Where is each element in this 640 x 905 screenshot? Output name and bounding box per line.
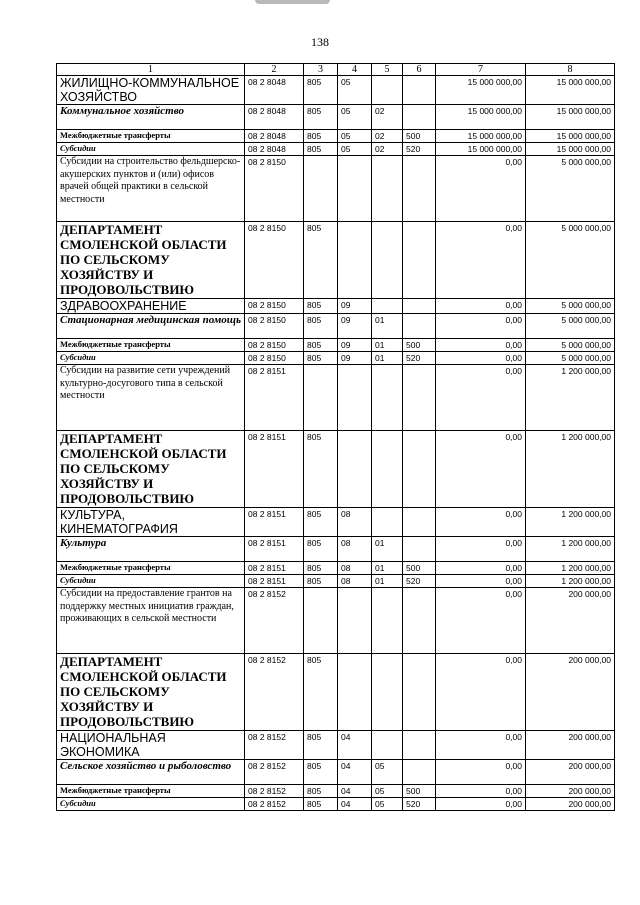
amount-year-1-cell: 0,00: [436, 156, 526, 222]
amount-year-2-cell: 15 000 000,00: [526, 76, 615, 105]
row-name-cell: ЖИЛИЩНО-КОММУНАЛЬНОЕ ХОЗЯЙСТВО: [57, 76, 245, 105]
table-row: [57, 76, 615, 105]
section-code-cell: 05: [338, 105, 372, 130]
target-article-cell: 08 2 8151: [245, 431, 304, 508]
target-article-cell: 08 2 8048: [245, 76, 304, 105]
target-article-cell: 08 2 8152: [245, 785, 304, 798]
section-code-cell: [338, 222, 372, 299]
column-header: 2: [245, 64, 304, 76]
row-name-cell: Культура: [57, 537, 245, 562]
target-article-cell: 08 2 8150: [245, 156, 304, 222]
table-header-row: [57, 64, 615, 76]
amount-year-2-cell: 1 200 000,00: [526, 575, 615, 588]
subsection-code-cell: 01: [372, 575, 403, 588]
row-name-cell: Субсидии на строительство фельдшерско-акушерских пунктов и (или) офисов врачей общей практики в сельской местности: [57, 156, 245, 222]
table-row: [57, 431, 615, 508]
amount-year-2-cell: 15 000 000,00: [526, 130, 615, 143]
amount-year-1-cell: 0,00: [436, 654, 526, 731]
section-code-cell: 09: [338, 299, 372, 314]
expense-type-cell: [403, 105, 436, 130]
row-name-cell: Субсидии: [57, 575, 245, 588]
table-row: [57, 562, 615, 575]
target-article-cell: 08 2 8151: [245, 508, 304, 537]
subsection-code-cell: 02: [372, 105, 403, 130]
expense-type-cell: 520: [403, 143, 436, 156]
amount-year-2-cell: 15 000 000,00: [526, 105, 615, 130]
row-name-cell: Субсидии на предоставление грантов на поддержку местных инициатив граждан, проживающих в сельской местности: [57, 588, 245, 654]
expense-type-cell: [403, 537, 436, 562]
expense-type-cell: [403, 731, 436, 760]
expense-type-cell: 500: [403, 785, 436, 798]
table-row: [57, 365, 615, 431]
target-article-cell: 08 2 8151: [245, 365, 304, 431]
target-article-cell: 08 2 8152: [245, 654, 304, 731]
scan-artifact: [255, 0, 330, 4]
subsection-code-cell: 05: [372, 798, 403, 811]
target-article-cell: 08 2 8150: [245, 299, 304, 314]
section-code-cell: 05: [338, 143, 372, 156]
subsection-code-cell: [372, 222, 403, 299]
amount-year-1-cell: 0,00: [436, 537, 526, 562]
amount-year-1-cell: 0,00: [436, 575, 526, 588]
amount-year-2-cell: 5 000 000,00: [526, 339, 615, 352]
ministry-code-cell: 805: [304, 222, 338, 299]
expense-type-cell: [403, 760, 436, 785]
table-row: [57, 798, 615, 811]
amount-year-2-cell: 200 000,00: [526, 798, 615, 811]
section-code-cell: 04: [338, 731, 372, 760]
section-code-cell: 08: [338, 508, 372, 537]
expense-type-cell: [403, 508, 436, 537]
amount-year-1-cell: 0,00: [436, 785, 526, 798]
expense-type-cell: [403, 431, 436, 508]
row-name-cell: Субсидии: [57, 798, 245, 811]
budget-table: [56, 63, 615, 811]
ministry-code-cell: 805: [304, 105, 338, 130]
amount-year-1-cell: 0,00: [436, 588, 526, 654]
amount-year-2-cell: 200 000,00: [526, 785, 615, 798]
column-header: 4: [338, 64, 372, 76]
expense-type-cell: [403, 76, 436, 105]
row-name-cell: Сельское хозяйство и рыболовство: [57, 760, 245, 785]
table-row: [57, 508, 615, 537]
section-code-cell: [338, 365, 372, 431]
subsection-code-cell: [372, 76, 403, 105]
row-name-cell: Субсидии: [57, 352, 245, 365]
section-code-cell: 04: [338, 798, 372, 811]
amount-year-1-cell: 0,00: [436, 365, 526, 431]
amount-year-2-cell: 1 200 000,00: [526, 508, 615, 537]
amount-year-2-cell: 5 000 000,00: [526, 352, 615, 365]
ministry-code-cell: 805: [304, 785, 338, 798]
expense-type-cell: [403, 314, 436, 339]
table-row: [57, 222, 615, 299]
section-code-cell: 09: [338, 339, 372, 352]
subsection-code-cell: [372, 431, 403, 508]
expense-type-cell: 500: [403, 130, 436, 143]
amount-year-2-cell: 200 000,00: [526, 731, 615, 760]
subsection-code-cell: 01: [372, 562, 403, 575]
subsection-code-cell: [372, 299, 403, 314]
target-article-cell: 08 2 8152: [245, 588, 304, 654]
subsection-code-cell: [372, 508, 403, 537]
amount-year-1-cell: 0,00: [436, 731, 526, 760]
table-row: [57, 654, 615, 731]
amount-year-1-cell: 0,00: [436, 352, 526, 365]
section-code-cell: 05: [338, 130, 372, 143]
amount-year-2-cell: 5 000 000,00: [526, 156, 615, 222]
ministry-code-cell: 805: [304, 537, 338, 562]
section-code-cell: [338, 588, 372, 654]
section-code-cell: 08: [338, 575, 372, 588]
amount-year-2-cell: 1 200 000,00: [526, 537, 615, 562]
table-row: [57, 352, 615, 365]
subsection-code-cell: [372, 365, 403, 431]
section-code-cell: [338, 156, 372, 222]
table-row: [57, 760, 615, 785]
ministry-code-cell: 805: [304, 143, 338, 156]
row-name-cell: Межбюджетные трансферты: [57, 130, 245, 143]
amount-year-1-cell: 0,00: [436, 431, 526, 508]
table-row: [57, 588, 615, 654]
target-article-cell: 08 2 8048: [245, 143, 304, 156]
target-article-cell: 08 2 8151: [245, 575, 304, 588]
subsection-code-cell: 02: [372, 143, 403, 156]
ministry-code-cell: 805: [304, 76, 338, 105]
expense-type-cell: 520: [403, 798, 436, 811]
amount-year-2-cell: 1 200 000,00: [526, 562, 615, 575]
expense-type-cell: [403, 365, 436, 431]
target-article-cell: 08 2 8152: [245, 731, 304, 760]
subsection-code-cell: [372, 731, 403, 760]
table-body: [57, 76, 615, 811]
target-article-cell: 08 2 8150: [245, 352, 304, 365]
row-name-cell: ДЕПАРТАМЕНТ СМОЛЕНСКОЙ ОБЛАСТИ ПО СЕЛЬСКОМУ ХОЗЯЙСТВУ И ПРОДОВОЛЬСТВИЮ: [57, 431, 245, 508]
table-row: [57, 785, 615, 798]
amount-year-2-cell: 15 000 000,00: [526, 143, 615, 156]
section-code-cell: 08: [338, 537, 372, 562]
table-row: [57, 130, 615, 143]
table-row: [57, 314, 615, 339]
expense-type-cell: [403, 222, 436, 299]
amount-year-1-cell: 0,00: [436, 339, 526, 352]
table-row: [57, 156, 615, 222]
subsection-code-cell: [372, 156, 403, 222]
ministry-code-cell: 805: [304, 760, 338, 785]
section-code-cell: 09: [338, 314, 372, 339]
target-article-cell: 08 2 8152: [245, 798, 304, 811]
ministry-code-cell: 805: [304, 299, 338, 314]
target-article-cell: 08 2 8150: [245, 314, 304, 339]
amount-year-1-cell: 15 000 000,00: [436, 143, 526, 156]
amount-year-2-cell: 5 000 000,00: [526, 222, 615, 299]
section-code-cell: [338, 431, 372, 508]
expense-type-cell: 500: [403, 562, 436, 575]
section-code-cell: 09: [338, 352, 372, 365]
row-name-cell: Межбюджетные трансферты: [57, 562, 245, 575]
target-article-cell: 08 2 8150: [245, 222, 304, 299]
row-name-cell: ДЕПАРТАМЕНТ СМОЛЕНСКОЙ ОБЛАСТИ ПО СЕЛЬСКОМУ ХОЗЯЙСТВУ И ПРОДОВОЛЬСТВИЮ: [57, 222, 245, 299]
row-name-cell: КУЛЬТУРА, КИНЕМАТОГРАФИЯ: [57, 508, 245, 537]
expense-type-cell: [403, 156, 436, 222]
target-article-cell: 08 2 8151: [245, 537, 304, 562]
ministry-code-cell: 805: [304, 575, 338, 588]
subsection-code-cell: 05: [372, 760, 403, 785]
row-name-cell: ДЕПАРТАМЕНТ СМОЛЕНСКОЙ ОБЛАСТИ ПО СЕЛЬСКОМУ ХОЗЯЙСТВУ И ПРОДОВОЛЬСТВИЮ: [57, 654, 245, 731]
row-name-cell: Межбюджетные трансферты: [57, 785, 245, 798]
section-code-cell: 05: [338, 76, 372, 105]
row-name-cell: Субсидии: [57, 143, 245, 156]
table-row: [57, 339, 615, 352]
column-header: 5: [372, 64, 403, 76]
section-code-cell: [338, 654, 372, 731]
amount-year-1-cell: 0,00: [436, 760, 526, 785]
column-header: 6: [403, 64, 436, 76]
amount-year-2-cell: 1 200 000,00: [526, 431, 615, 508]
amount-year-2-cell: 200 000,00: [526, 760, 615, 785]
row-name-cell: НАЦИОНАЛЬНАЯ ЭКОНОМИКА: [57, 731, 245, 760]
ministry-code-cell: [304, 365, 338, 431]
subsection-code-cell: 02: [372, 130, 403, 143]
amount-year-1-cell: 0,00: [436, 798, 526, 811]
column-header: 8: [526, 64, 615, 76]
amount-year-2-cell: 200 000,00: [526, 654, 615, 731]
amount-year-1-cell: 0,00: [436, 299, 526, 314]
amount-year-1-cell: 0,00: [436, 314, 526, 339]
column-header: 3: [304, 64, 338, 76]
amount-year-1-cell: 0,00: [436, 222, 526, 299]
subsection-code-cell: 05: [372, 785, 403, 798]
ministry-code-cell: 805: [304, 562, 338, 575]
expense-type-cell: 520: [403, 352, 436, 365]
section-code-cell: 04: [338, 785, 372, 798]
section-code-cell: 04: [338, 760, 372, 785]
ministry-code-cell: 805: [304, 431, 338, 508]
subsection-code-cell: 01: [372, 314, 403, 339]
expense-type-cell: [403, 588, 436, 654]
column-header: 1: [57, 64, 245, 76]
ministry-code-cell: 805: [304, 508, 338, 537]
ministry-code-cell: 805: [304, 314, 338, 339]
row-name-cell: ЗДРАВООХРАНЕНИЕ: [57, 299, 245, 314]
row-name-cell: Субсидии на развитие сети учреждений культурно-досугового типа в сельской местности: [57, 365, 245, 431]
expense-type-cell: [403, 299, 436, 314]
expense-type-cell: 520: [403, 575, 436, 588]
row-name-cell: Коммунальное хозяйство: [57, 105, 245, 130]
table-row: [57, 537, 615, 562]
subsection-code-cell: [372, 588, 403, 654]
amount-year-1-cell: 0,00: [436, 508, 526, 537]
table-row: [57, 299, 615, 314]
subsection-code-cell: 01: [372, 339, 403, 352]
table-row: [57, 105, 615, 130]
target-article-cell: 08 2 8152: [245, 760, 304, 785]
target-article-cell: 08 2 8151: [245, 562, 304, 575]
page-number: 138: [311, 35, 329, 49]
table-row: [57, 143, 615, 156]
column-header: 7: [436, 64, 526, 76]
ministry-code-cell: 805: [304, 339, 338, 352]
ministry-code-cell: [304, 588, 338, 654]
subsection-code-cell: 01: [372, 352, 403, 365]
amount-year-2-cell: 1 200 000,00: [526, 365, 615, 431]
amount-year-1-cell: 15 000 000,00: [436, 130, 526, 143]
ministry-code-cell: 805: [304, 654, 338, 731]
amount-year-2-cell: 5 000 000,00: [526, 299, 615, 314]
row-name-cell: Стационарная медицинская помощь: [57, 314, 245, 339]
target-article-cell: 08 2 8048: [245, 105, 304, 130]
target-article-cell: 08 2 8150: [245, 339, 304, 352]
amount-year-1-cell: 15 000 000,00: [436, 105, 526, 130]
expense-type-cell: [403, 654, 436, 731]
subsection-code-cell: 01: [372, 537, 403, 562]
table-row: [57, 731, 615, 760]
amount-year-1-cell: 0,00: [436, 562, 526, 575]
target-article-cell: 08 2 8048: [245, 130, 304, 143]
ministry-code-cell: 805: [304, 130, 338, 143]
ministry-code-cell: 805: [304, 731, 338, 760]
amount-year-2-cell: 5 000 000,00: [526, 314, 615, 339]
section-code-cell: 08: [338, 562, 372, 575]
ministry-code-cell: [304, 156, 338, 222]
table-row: [57, 575, 615, 588]
subsection-code-cell: [372, 654, 403, 731]
ministry-code-cell: 805: [304, 352, 338, 365]
amount-year-2-cell: 200 000,00: [526, 588, 615, 654]
amount-year-1-cell: 15 000 000,00: [436, 76, 526, 105]
expense-type-cell: 500: [403, 339, 436, 352]
ministry-code-cell: 805: [304, 798, 338, 811]
row-name-cell: Межбюджетные трансферты: [57, 339, 245, 352]
